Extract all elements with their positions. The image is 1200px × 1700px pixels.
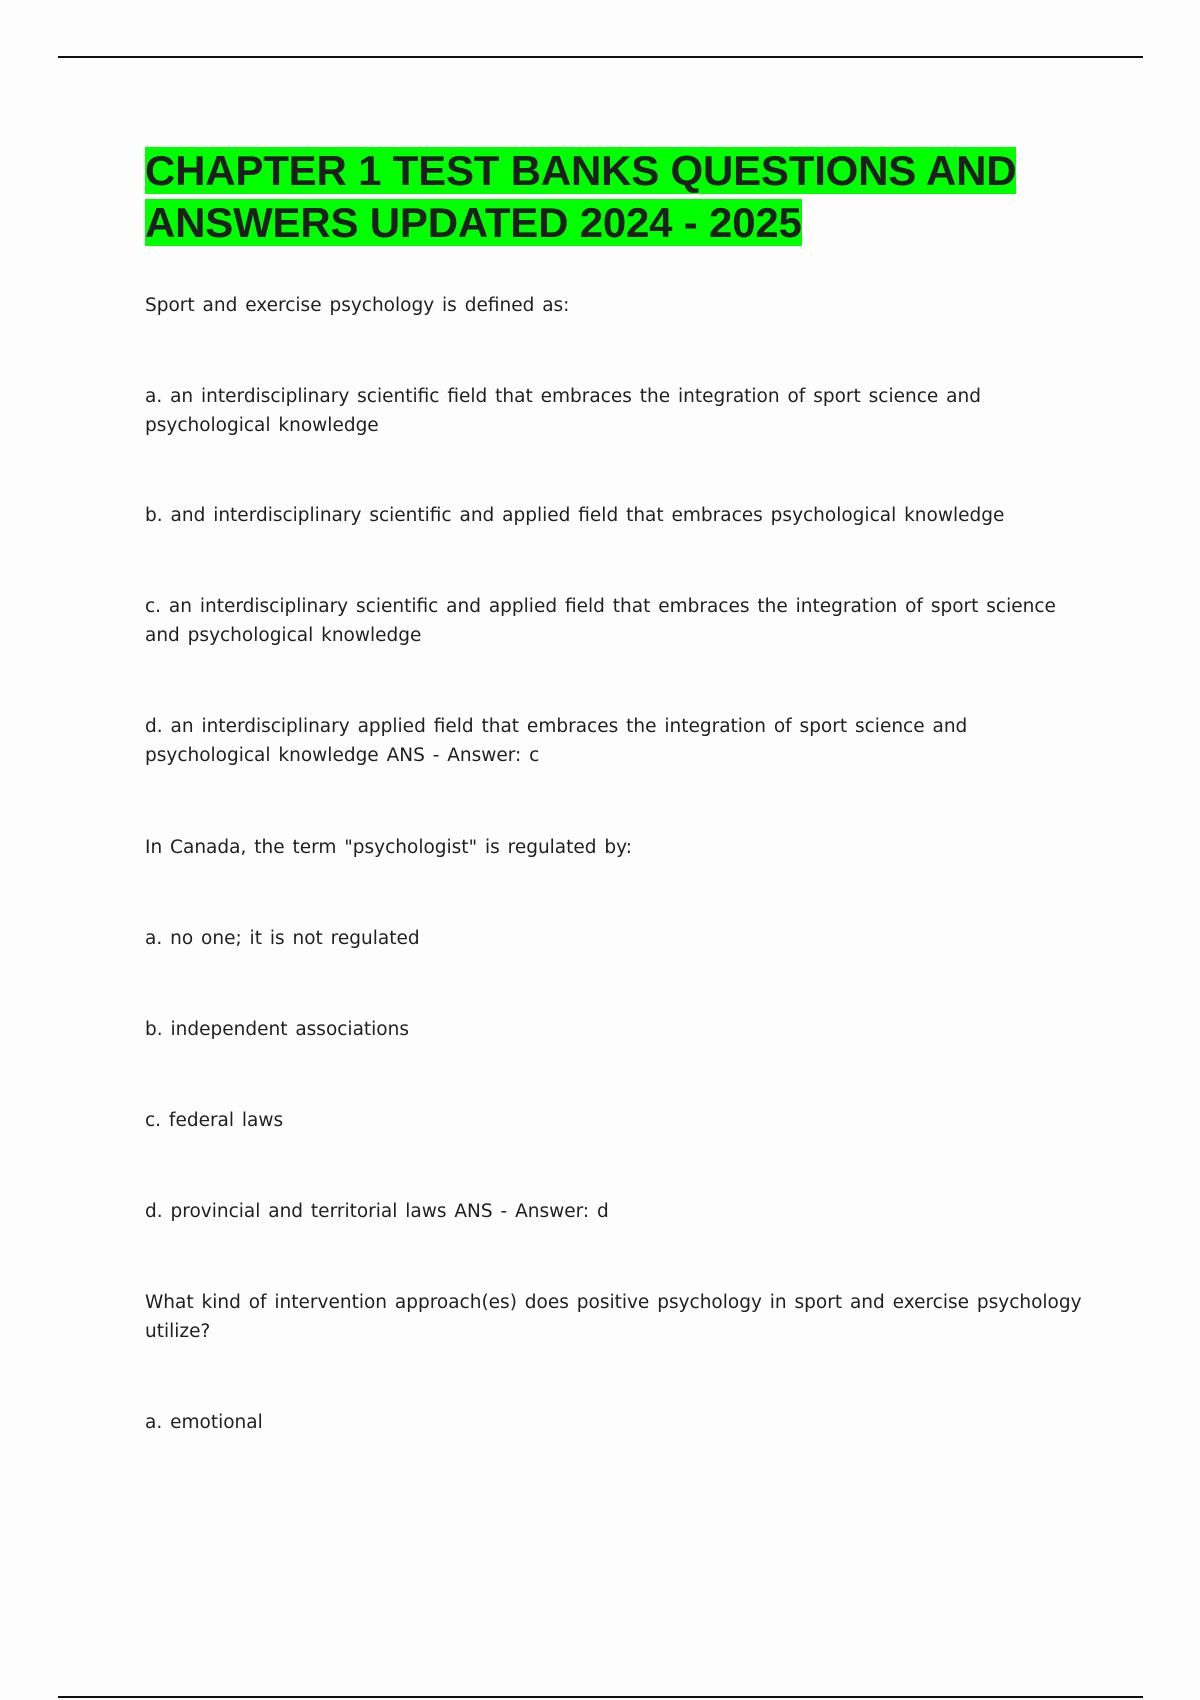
footer-rule bbox=[58, 1696, 1143, 1698]
title-highlight-line-1: CHAPTER 1 TEST BANKS QUESTIONS AND bbox=[145, 147, 1017, 194]
question-1-option-b: b. and interdisciplinary scientific and applied field that embraces psychological knowledge bbox=[145, 505, 1005, 526]
question-2-option-d-answer: d. provincial and territorial laws ANS - Answer: d bbox=[145, 1201, 609, 1222]
question-3: What kind of intervention approach(es) does positive psychology in sport and exercise psychology utilize? bbox=[145, 1292, 1082, 1342]
question-1-option-a: a. an interdisciplinary scientific field that embraces the integration of sport science and psychological knowledge bbox=[145, 386, 981, 436]
question-2-option-b: b. independent associations bbox=[145, 1019, 409, 1040]
title-highlight-line-2: ANSWERS UPDATED 2024 - 2025 bbox=[145, 199, 802, 246]
question-2-option-a: a. no one; it is not regulated bbox=[145, 928, 420, 949]
question-3-option-a: a. emotional bbox=[145, 1412, 263, 1433]
question-2: In Canada, the term "psychologist" is regulated by: bbox=[145, 837, 632, 858]
question-1: Sport and exercise psychology is defined as: bbox=[145, 295, 570, 316]
document-title bbox=[145, 145, 1085, 249]
question-1-option-c: c. an interdisciplinary scientific and applied field that embraces the integration of sport science and psychological knowledge bbox=[145, 596, 1056, 646]
header-rule bbox=[58, 56, 1143, 58]
question-2-option-c: c. federal laws bbox=[145, 1110, 284, 1131]
question-1-option-d-answer: d. an interdisciplinary applied field that embraces the integration of sport science and psychological knowledge ANS - Answer: c bbox=[145, 716, 968, 766]
